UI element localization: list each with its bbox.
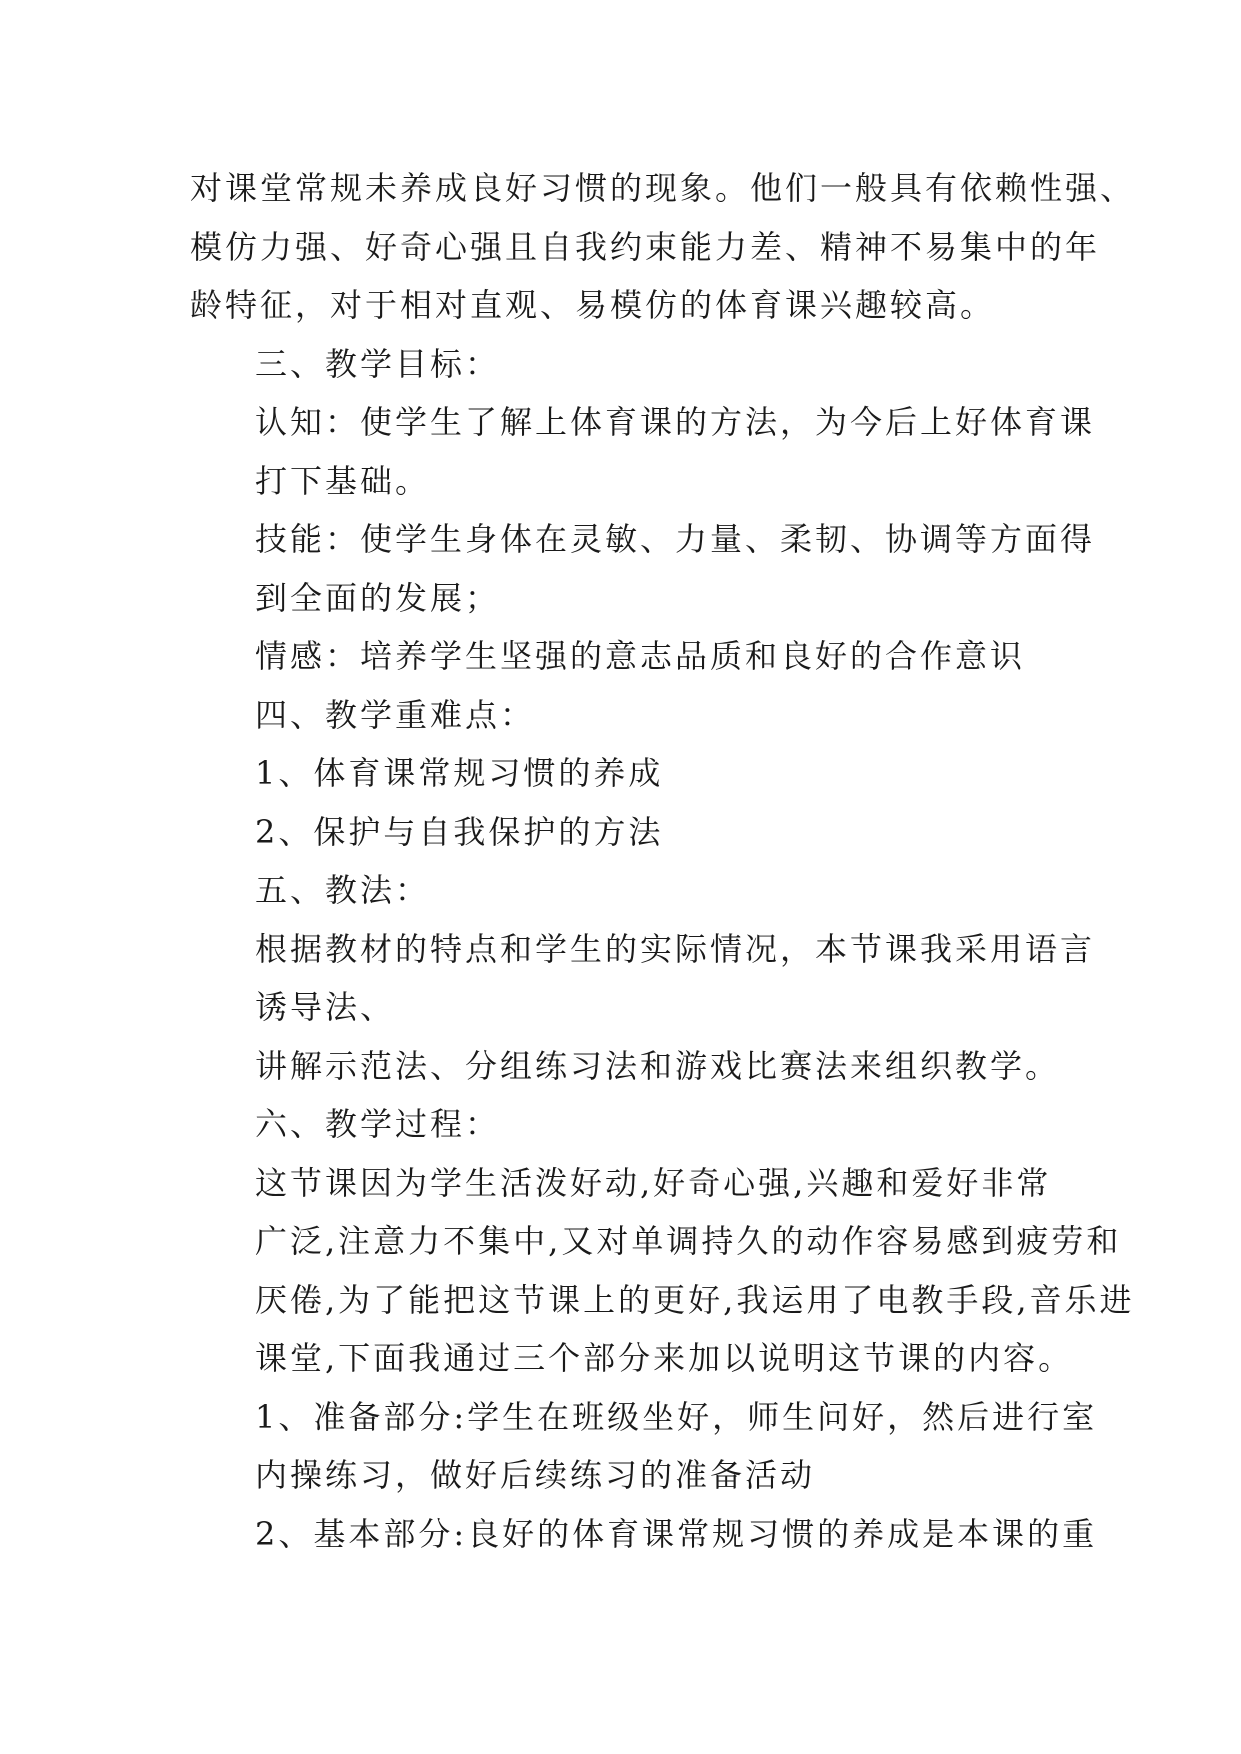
text-line: 对课堂常规未养成良好习惯的现象。他们一般具有依赖性强、 bbox=[190, 169, 1136, 207]
paragraph bbox=[190, 744, 1090, 803]
paragraph bbox=[190, 1505, 1098, 1564]
text-line: 根据教材的特点和学生的实际情况，本节课我采用语言 bbox=[255, 929, 1096, 968]
paragraph bbox=[190, 393, 1096, 510]
text-line: 四、教学重难点： bbox=[255, 695, 536, 734]
text-line: 1、体育课常规习惯的养成 bbox=[255, 754, 664, 792]
paragraph bbox=[190, 510, 1096, 627]
text-line: 2、保护与自我保护的方法 bbox=[255, 812, 664, 851]
text-line: 三、教学目标： bbox=[255, 344, 501, 383]
paragraph bbox=[190, 1154, 1135, 1388]
text-line: 广泛,注意力不集中,又对单调持久的动作容易感到疲劳和 bbox=[255, 1222, 1122, 1260]
paragraph bbox=[190, 1095, 1090, 1154]
paragraph bbox=[190, 1388, 1098, 1505]
text-line: 这节课因为学生活泼好动,好奇心强,兴趣和爱好非常 bbox=[255, 1163, 1052, 1202]
text-line: 1、准备部分:学生在班级坐好，师生问好，然后进行室 bbox=[255, 1397, 1098, 1436]
document-body bbox=[190, 159, 1136, 1563]
text-line: 认知：使学生了解上体育课的方法，为今后上好体育课 bbox=[255, 403, 1096, 441]
text-line: 2、基本部分:良好的体育课常规习惯的养成是本课的重 bbox=[255, 1514, 1098, 1553]
text-line: 龄特征，对于相对直观、易模仿的体育课兴趣较高。 bbox=[190, 286, 996, 324]
text-line: 六、教学过程： bbox=[255, 1105, 501, 1143]
text-line: 讲解示范法、分组练习法和游戏比赛法来组织教学。 bbox=[255, 1046, 1061, 1085]
text-line: 打下基础。 bbox=[255, 461, 431, 500]
text-line: 模仿力强、好奇心强且自我约束能力差、精神不易集中的年 bbox=[190, 227, 1101, 266]
paragraph bbox=[190, 920, 1096, 1037]
text-line: 技能：使学生身体在灵敏、力量、柔韧、协调等方面得 bbox=[255, 520, 1096, 558]
text-line: 诱导法、 bbox=[255, 988, 396, 1026]
text-line: 课堂,下面我通过三个部分来加以说明这节课的内容。 bbox=[255, 1339, 1074, 1377]
text-line: 内操练习，做好后续练习的准备活动 bbox=[255, 1456, 816, 1494]
paragraph bbox=[190, 627, 1090, 686]
paragraph bbox=[190, 335, 1090, 394]
paragraph bbox=[190, 159, 1136, 335]
text-line: 五、教法： bbox=[255, 871, 431, 909]
paragraph bbox=[190, 1037, 1090, 1096]
paragraph bbox=[190, 803, 1090, 862]
paragraph bbox=[190, 861, 1090, 920]
paragraph bbox=[190, 686, 1090, 745]
text-line: 情感：培养学生坚强的意志品质和良好的合作意识 bbox=[255, 637, 1026, 675]
text-line: 厌倦,为了能把这节课上的更好,我运用了电教手段,音乐进 bbox=[255, 1280, 1135, 1319]
text-line: 到全面的发展； bbox=[255, 578, 501, 617]
